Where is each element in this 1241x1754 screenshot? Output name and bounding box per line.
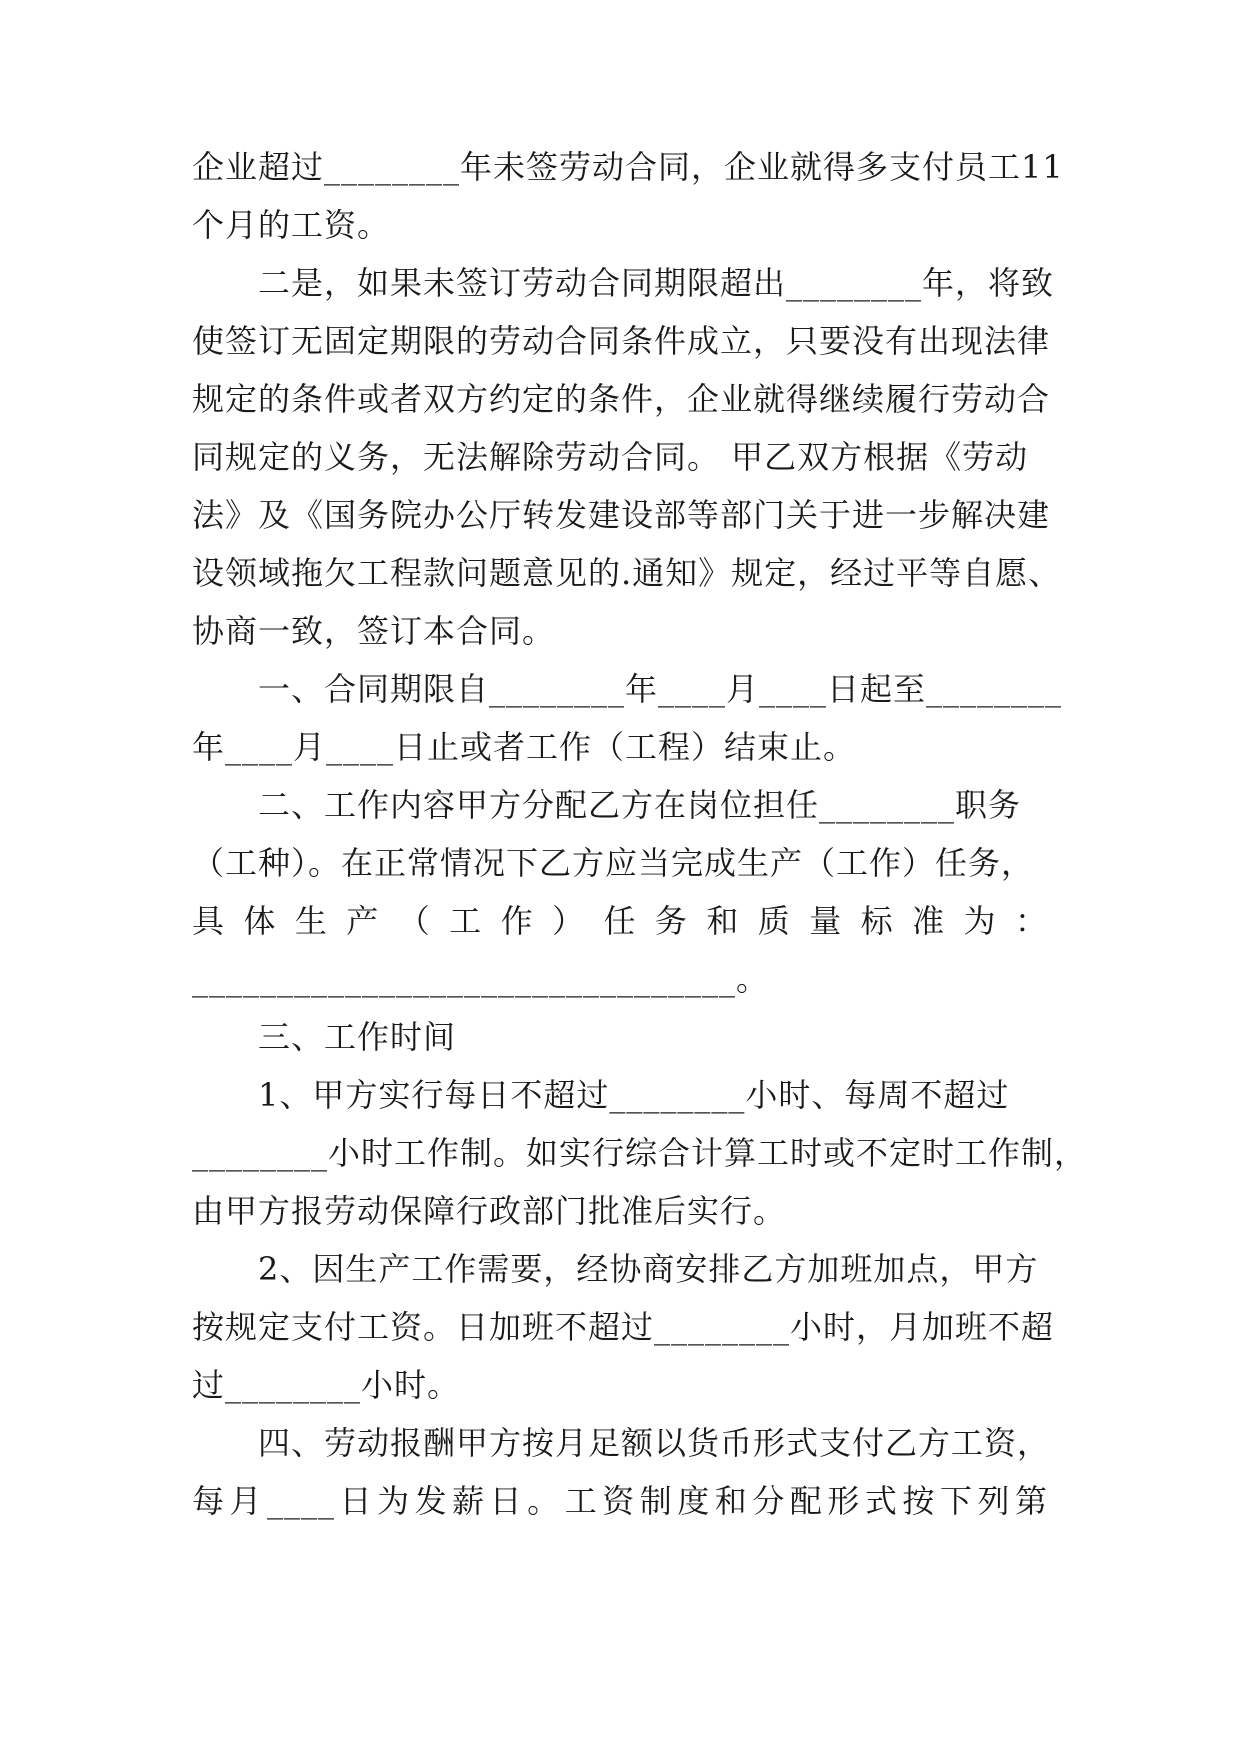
section-heading: 三、工作时间 [192, 1018, 457, 1056]
text-line: 每月____日为发薪日。工资制度和分配形式按下列第 [192, 1482, 1048, 1520]
paragraph-3 [192, 660, 1063, 776]
paragraph-8 [192, 1414, 1051, 1530]
text-line: 同规定的义务，无法解除劳动合同。 甲乙双方根据《劳动 [192, 438, 1029, 476]
text-line: 过________小时。 [192, 1366, 461, 1404]
paragraph-1 [192, 138, 1064, 254]
text-line: 法》及《国务院办公厅转发建设部等部门关于进一步解决建 [192, 496, 1051, 534]
paragraph-6 [192, 1066, 1088, 1240]
text-line: 年____月____日止或者工作（工程）结束止。 [192, 728, 857, 766]
text-line: ________________________________。 [192, 960, 770, 998]
text-line: 二、工作内容甲方分配乙方在岗位担任________职务 [192, 786, 1022, 824]
text-line: 由甲方报劳动保障行政部门批准后实行。 [192, 1192, 787, 1230]
text-line: （工种）。在正常情况下乙方应当完成生产（工作）任务， [192, 844, 1035, 882]
paragraph-5 [192, 1008, 1048, 1066]
text-line: 2、因生产工作需要，经协商安排乙方加班加点，甲方 [192, 1250, 1039, 1288]
text-line: 二是，如果未签订劳动合同期限超出________年，将致 [192, 264, 1055, 302]
text-line: 四、劳动报酬甲方按月足额以货币形式支付乙方工资， [192, 1424, 1051, 1462]
text-line: 个月的工资。 [192, 206, 391, 244]
text-line: 企业超过________年未签劳动合同，企业就得多支付员工11 [192, 148, 1064, 186]
text-line: 协商一致，签订本合同。 [192, 612, 556, 650]
paragraph-4 [192, 776, 1048, 1008]
text-line: 1、甲方实行每日不超过________小时、每周不超过 [192, 1076, 1010, 1114]
paragraph-2 [192, 254, 1062, 660]
text-line: ________小时工作制。如实行综合计算工时或不定时工作制， [192, 1134, 1088, 1172]
text-line: 规定的条件或者双方约定的条件，企业就得继续履行劳动合 [192, 380, 1051, 418]
paragraph-7 [192, 1240, 1055, 1414]
text-line: 具体生产（工作）任务和质量标准为： [192, 902, 1048, 940]
text-line: 设领域拖欠工程款问题意见的.通知》规定，经过平等自愿、 [192, 554, 1062, 592]
text-line: 按规定支付工资。日加班不超过________小时，月加班不超 [192, 1308, 1055, 1346]
text-line: 使签订无固定期限的劳动合同条件成立，只要没有出现法律 [192, 322, 1051, 360]
text-line: 一、合同期限自________年____月____日起至________ [192, 670, 1063, 708]
